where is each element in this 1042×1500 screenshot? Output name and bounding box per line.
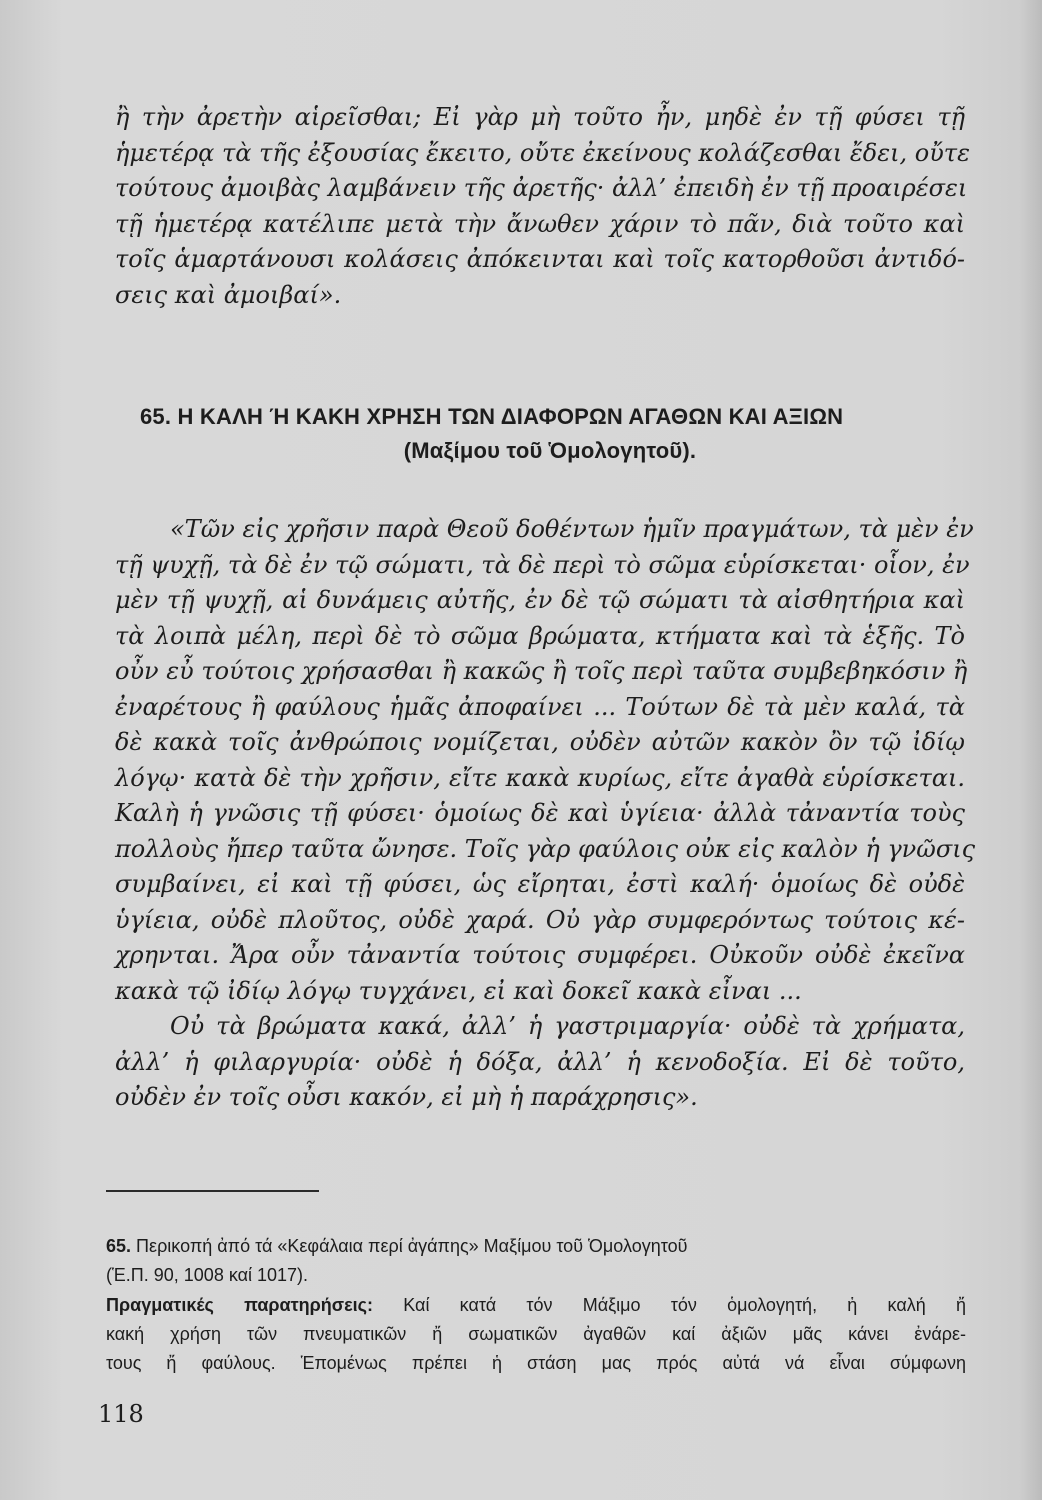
text-line: πολλοὺς ἤπερ ταῦτα ὤνησε. Τοῖς γὰρ φαύλοις οὐκ εἰς καλὸν ἡ γνῶσις — [115, 834, 976, 863]
text-line: ὑγίεια, οὐδὲ πλοῦτος, οὐδὲ χαρά. Οὐ γὰρ συμφερόντως τούτοις κέ- — [115, 905, 965, 934]
text-line: μὲν τῇ ψυχῇ, αἱ δυνάμεις αὐτῆς, ἐν δὲ τῷ σώματι τὰ αἰσθητήρια καὶ — [115, 586, 965, 614]
text-line: ἡμετέρᾳ τὰ τῆς ἐξουσίας ἔκειτο, οὔτε ἐκείνους κολάζεσθαι ἔδει, οὔτε — [115, 138, 970, 167]
text-line: λόγῳ· κατὰ δὲ τὴν χρῆσιν, εἴτε κακὰ κυρίως, εἴτε ἀγαθὰ εὑρίσκεται. — [115, 763, 965, 792]
intro-paragraph — [115, 100, 970, 313]
footnote-number: 65. — [106, 1236, 132, 1256]
text-line: «Τῶν εἰς χρῆσιν παρὰ Θεοῦ δοθέντων ἡμῖν πραγμάτων, τὰ μὲν ἐν — [170, 515, 974, 543]
footnote — [106, 1232, 966, 1290]
text-line: τῇ ἡμετέρᾳ κατέλιπε μετὰ τὴν ἄνωθεν χάριν τὸ πᾶν, διὰ τοῦτο καὶ — [115, 209, 965, 238]
text-line: Καλὴ ἡ γνῶσις τῇ φύσει· ὁμοίως δὲ καὶ ὑγίεια· ἀλλὰ τἀναντία τοὺς — [115, 799, 965, 827]
footnote-divider — [106, 1190, 319, 1192]
text-line: κακὰ τῷ ἰδίῳ λόγῳ τυγχάνει, εἰ καὶ δοκεῖ κακὰ εἶναι ... — [115, 976, 802, 1005]
text-line: χρηνται. Ἄρα οὖν τἀναντία τούτοις συμφέρει. Οὐκοῦν οὐδὲ ἐκεῖνα — [115, 941, 965, 969]
notes-line: κακή χρήση τῶν πνευματικῶν ἤ σωματικῶν ἀγαθῶν καί ἀξιῶν μᾶς κάνει ἐνάρε- — [106, 1324, 966, 1344]
footnote-line — [106, 1232, 966, 1261]
text-line: ἀλλ’ ἡ φιλαργυρία· οὐδὲ ἡ δόξα, ἀλλ’ ἡ κενοδοξία. Εἰ δὲ τοῦτο, — [115, 1047, 965, 1076]
text-line: τὰ λοιπὰ μέλη, περὶ δὲ τὸ σῶμα βρώματα, κτήματα καὶ τὰ ἑξῆς. Τὸ — [115, 621, 965, 650]
text-line: Οὐ τὰ βρώματα κακά, ἀλλ’ ἡ γαστριμαργία· οὐδὲ τὰ χρήματα, — [170, 1012, 965, 1040]
text-line: οὖν εὖ τούτοις χρήσασθαι ἢ κακῶς ἢ τοῖς περὶ ταῦτα συμβεβηκόσιν ἢ — [115, 657, 968, 685]
footnote-text: Περικοπή ἀπό τά «Κεφάλαια περί ἀγάπης» Μαξίμου τοῦ Ὁμολογητοῦ — [136, 1236, 688, 1256]
notes-text: Καί κατά τόν Μάξιμο τόν ὁμολογητή, ἡ καλή ἤ — [403, 1295, 966, 1315]
notes-line — [106, 1291, 966, 1320]
notes-line: τους ἤ φαύλους. Ἑπομένως πρέπει ἡ στάση μας πρός αὐτά νά εἶναι σύμφωνη — [106, 1353, 966, 1373]
text-line: συμβαίνει, εἰ καὶ τῇ φύσει, ὡς εἴρηται, ἐστὶ καλή· ὁμοίως δὲ οὐδὲ — [115, 870, 965, 898]
text-line: τῇ ψυχῇ, τὰ δὲ ἐν τῷ σώματι, τὰ δὲ περὶ τὸ σῶμα εὑρίσκεται· οἷον, ἐν — [115, 550, 970, 579]
text-line: οὐδὲν ἐν τοῖς οὖσι κακόν, εἰ μὴ ἡ παράχρησις». — [115, 1083, 698, 1111]
page-edge-shadow — [1020, 0, 1042, 1500]
text-line: ἢ τὴν ἀρετὴν αἱρεῖσθαι; Εἰ γὰρ μὴ τοῦτο ἦν, μηδὲ ἐν τῇ φύσει τῇ — [115, 103, 965, 131]
section-title: 65. Η ΚΑΛΗ Ή ΚΑΚΗ ΧΡΗΣΗ ΤΩΝ ΔΙΑΦΟΡΩΝ ΑΓΑΘΩΝ ΚΑΙ ΑΞΙΩΝ — [140, 404, 844, 429]
text-line: δὲ κακὰ τοῖς ἀνθρώποις νομίζεται, οὐδὲν αὐτῶν κακὸν ὂν τῷ ἰδίῳ — [115, 728, 965, 756]
text-line: ἐναρέτους ἢ φαύλους ἡμᾶς ἀποφαίνει ... Τούτων δὲ τὰ μὲν καλά, τὰ — [115, 692, 965, 721]
page-number: 118 — [98, 1400, 144, 1428]
text-line: τοῖς ἁμαρτάνουσι κολάσεις ἀπόκεινται καὶ τοῖς κατορθοῦσι ἀντιδό- — [115, 245, 965, 273]
section-subtitle: (Μαξίμου τοῦ Ὁμολογητοῦ). — [403, 438, 697, 463]
footnote-line: (Ἑ.Π. 90, 1008 καί 1017). — [106, 1265, 309, 1285]
practical-notes — [106, 1291, 966, 1378]
text-line: σεις καὶ ἀμοιβαί». — [115, 280, 342, 309]
text-line: τούτους ἀμοιβὰς λαμβάνειν τῆς ἀρετῆς· ἀλλ’ ἐπειδὴ ἐν τῇ προαιρέσει — [115, 174, 968, 202]
section-heading — [140, 400, 960, 468]
notes-label: Πραγματικές παρατηρήσεις: — [106, 1295, 373, 1315]
quote-paragraph — [115, 512, 976, 1116]
